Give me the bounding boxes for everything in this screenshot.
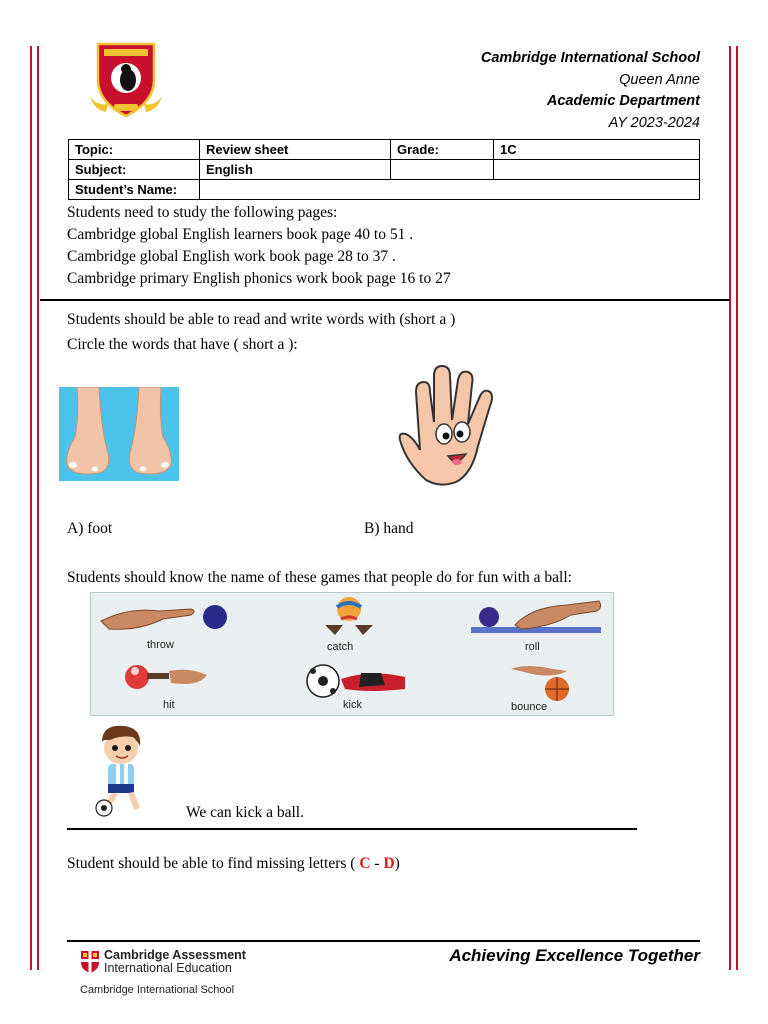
option-b-hand: B) hand	[364, 520, 414, 537]
kick-ball-icon	[301, 663, 411, 699]
left-border-line-inner	[37, 46, 39, 970]
left-border-line-outer	[30, 46, 32, 970]
missing-letters-prefix: Student should be able to find missing letters (	[67, 855, 360, 872]
footer-slogan: Achieving Excellence Together	[449, 946, 700, 965]
missing-letters-separator: -	[370, 855, 384, 872]
footer-school-name: Cambridge International School	[80, 984, 235, 996]
game-label-throw: throw	[147, 639, 174, 651]
roll-hand-icon	[471, 597, 607, 637]
topic-value: Review sheet	[200, 140, 391, 160]
game-label-roll: roll	[525, 641, 540, 653]
missing-letter-d: D	[383, 855, 395, 872]
study-line-3: Cambridge primary English phonics work book page 16 to 27	[67, 270, 451, 287]
circle-instruction: Circle the words that have ( short a ):	[67, 336, 298, 353]
student-info-table	[68, 139, 700, 200]
game-label-kick: kick	[343, 699, 362, 711]
short-a-instruction: Students should be able to read and write words with (short a )	[67, 311, 456, 328]
study-intro: Students need to study the following pages:	[67, 204, 338, 221]
games-picture	[90, 592, 614, 716]
subject-value: English	[200, 160, 391, 180]
missing-letter-c: C	[359, 855, 371, 872]
cambridge-shield-icon	[80, 950, 100, 974]
empty-cell	[391, 160, 494, 180]
table-row	[69, 160, 700, 180]
empty-cell	[494, 160, 700, 180]
catch-ball-icon	[319, 595, 379, 641]
subject-label: Subject:	[69, 160, 200, 180]
right-border-line-inner	[729, 46, 731, 970]
boy-kicking-picture	[88, 722, 152, 818]
section-divider	[40, 299, 730, 301]
school-crest-logo	[86, 40, 166, 120]
missing-letters-instruction	[67, 855, 400, 873]
cambridge-assessment-line1: Cambridge Assessment	[104, 948, 246, 962]
game-label-hit: hit	[163, 699, 175, 711]
school-header	[481, 48, 700, 134]
kick-sentence: We can kick a ball.	[186, 804, 304, 821]
feet-picture	[59, 387, 179, 481]
bounce-ball-icon	[507, 663, 591, 703]
hand-picture	[396, 362, 494, 492]
academic-year: AY 2023-2024	[608, 114, 700, 131]
grade-value: 1C	[494, 140, 700, 160]
table-row	[69, 180, 700, 200]
throw-hand-icon	[99, 597, 229, 637]
school-branch: Queen Anne	[619, 71, 700, 88]
topic-label: Topic:	[69, 140, 200, 160]
study-line-1: Cambridge global English learners book page 40 to 51 .	[67, 226, 414, 243]
cambridge-assessment-line2: International Education	[104, 961, 232, 975]
game-label-bounce: bounce	[511, 701, 548, 713]
study-line-2: Cambridge global English work book page 28 to 37 .	[67, 248, 396, 265]
right-border-line-outer	[736, 46, 738, 970]
section-divider	[67, 828, 637, 830]
cambridge-assessment-logo	[104, 949, 246, 975]
department: Academic Department	[546, 93, 700, 109]
missing-letters-suffix: )	[394, 855, 400, 872]
game-label-catch: catch	[327, 641, 354, 653]
option-a-foot: A) foot	[67, 520, 113, 537]
hit-paddle-icon	[119, 663, 215, 699]
footer-divider	[67, 940, 700, 942]
school-name: Cambridge International School	[480, 50, 700, 66]
student-name-label: Student’s Name:	[69, 180, 200, 200]
grade-label: Grade:	[391, 140, 494, 160]
games-instruction: Students should know the name of these games that people do for fun with a ball:	[67, 569, 572, 586]
student-name-field[interactable]	[200, 180, 700, 200]
table-row	[69, 140, 700, 160]
